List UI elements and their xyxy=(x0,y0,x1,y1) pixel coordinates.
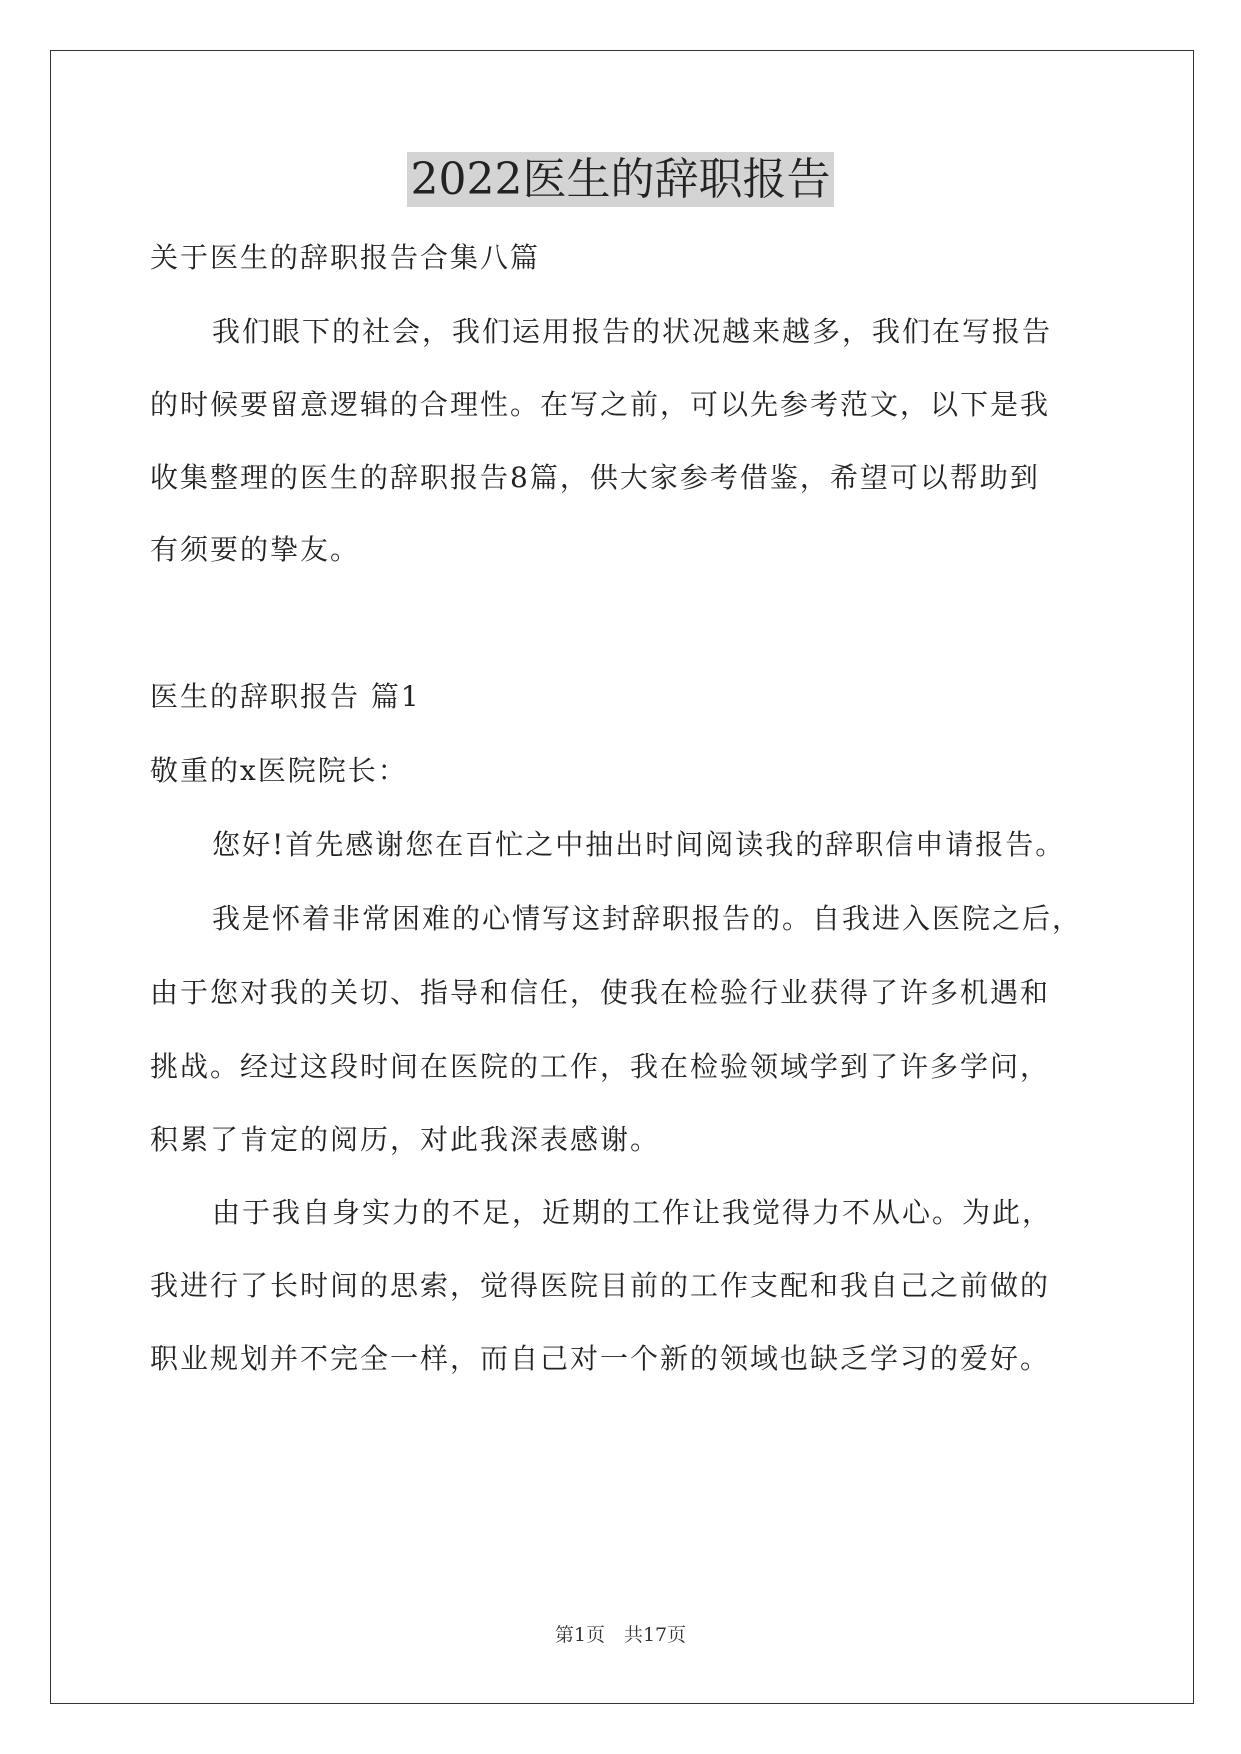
intro-paragraph-line: 有须要的挚友。 xyxy=(150,533,361,566)
body-paragraph-line: 我进行了长时间的思索，觉得医院目前的工作支配和我自己之前做的 xyxy=(150,1269,1051,1302)
body-paragraph-line: 由于我自身实力的不足，近期的工作让我觉得力不从心。为此， xyxy=(212,1196,1053,1229)
page-border xyxy=(50,50,1194,1704)
body-paragraph-line: 由于您对我的关切、指导和信任，使我在检验行业获得了许多机遇和 xyxy=(150,976,1051,1009)
section-heading: 医生的辞职报告 篇1 xyxy=(150,680,421,713)
document-subtitle: 关于医生的辞职报告合集八篇 xyxy=(150,241,541,274)
body-paragraph-line: 职业规划并不完全一样，而自己对一个新的领域也缺乏学习的爱好。 xyxy=(150,1342,1051,1375)
intro-paragraph-line: 我们眼下的社会，我们运用报告的状况越来越多，我们在写报告 xyxy=(212,315,1053,348)
body-paragraph-line: 我是怀着非常困难的心情写这封辞职报告的。自我进入医院之后， xyxy=(212,902,1083,935)
body-paragraph-line: 积累了肯定的阅历，对此我深表感谢。 xyxy=(150,1123,661,1156)
document-title xyxy=(0,150,1241,210)
salutation: 敬重的x医院院长： xyxy=(150,754,408,787)
intro-paragraph-line: 的时候要留意逻辑的合理性。在写之前，可以先参考范文，以下是我 xyxy=(150,388,1051,421)
body-paragraph-line: 挑战。经过这段时间在医院的工作，我在检验领域学到了许多学问， xyxy=(150,1050,1051,1083)
document-title-text: 2022医生的辞职报告 xyxy=(407,152,835,207)
page-number-footer: 第1页 共17页 xyxy=(554,1624,687,1646)
intro-paragraph-line: 收集整理的医生的辞职报告8篇，供大家参考借鉴，希望可以帮助到 xyxy=(150,461,1040,494)
body-paragraph-line: 您好!首先感谢您在百忙之中抽出时间阅读我的辞职信申请报告。 xyxy=(212,828,1066,861)
